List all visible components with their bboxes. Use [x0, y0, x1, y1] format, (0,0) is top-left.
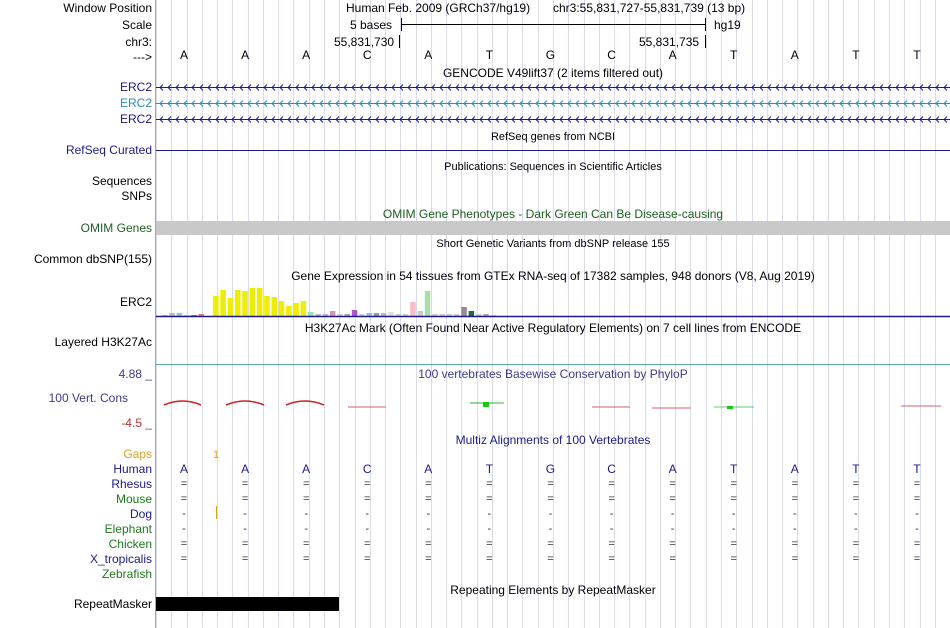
alignment-cell: =	[608, 493, 615, 505]
gencode-item-label-1[interactable]: ERC2	[119, 80, 152, 94]
alignment-cell: =	[486, 478, 493, 490]
dbsnp-track-title[interactable]: Short Genetic Variants from dbSNP release 155	[436, 238, 670, 250]
gtex-tissue-bar[interactable]	[483, 314, 489, 316]
conservation-peak	[164, 401, 201, 405]
dbsnp-track-label[interactable]: Common dbSNP(155)	[33, 252, 152, 266]
gtex-tissue-bar[interactable]	[257, 288, 263, 316]
conservation-positive-mark	[727, 406, 733, 409]
gtex-tissue-bar[interactable]	[323, 314, 329, 316]
alignment-cell: =	[852, 553, 860, 565]
gtex-tissue-bar[interactable]	[366, 313, 372, 316]
base-letter: A	[790, 48, 799, 62]
gtex-tissue-bar[interactable]	[447, 314, 453, 316]
gtex-tissue-bar[interactable]	[374, 313, 380, 316]
omim-track-title[interactable]: OMIM Gene Phenotypes - Dark Green Can Be Disease-causing	[382, 207, 724, 221]
gtex-tissue-bar[interactable]	[345, 314, 351, 316]
alignment-cell: -	[915, 508, 919, 520]
gencode-item-label-2[interactable]: ERC2	[119, 96, 152, 110]
alignment-cell: =	[364, 478, 371, 490]
alignment-cell: =	[180, 538, 188, 550]
alignment-cell: -	[304, 523, 308, 535]
alignment-cell: =	[241, 553, 249, 565]
gtex-tissue-bar[interactable]	[359, 314, 365, 316]
h3k27ac-track-label[interactable]: Layered H3K27Ac	[54, 335, 152, 349]
publications-label-sequences[interactable]: Sequences	[91, 174, 152, 188]
gtex-track-label[interactable]: ERC2	[119, 295, 152, 309]
alignment-cell: =	[241, 493, 249, 505]
alignment-cell: -	[609, 508, 614, 520]
alignment-cell: =	[547, 538, 554, 550]
gtex-tissue-bar[interactable]	[242, 291, 248, 316]
alignment-cell: T	[730, 462, 738, 476]
base-letter: A	[302, 48, 311, 62]
multiz-species-label[interactable]: Mouse	[115, 492, 152, 506]
conservation-peak	[226, 401, 264, 405]
alignment-cell: -	[426, 508, 431, 520]
window-position-label: Window Position	[63, 1, 152, 15]
alignment-cell: =	[302, 538, 310, 550]
alignment-cell: =	[608, 553, 615, 565]
gtex-tissue-bar[interactable]	[301, 301, 307, 316]
gtex-tissue-bar[interactable]	[264, 296, 270, 316]
conservation-track-title[interactable]: 100 vertebrates Basewise Conservation by PhyloP	[418, 367, 688, 381]
gtex-tissue-bar[interactable]	[169, 313, 175, 316]
base-letter: T	[852, 48, 860, 62]
conservation-positive-mark	[483, 402, 489, 407]
alignment-cell: =	[852, 478, 860, 490]
position-right-tick	[705, 35, 706, 48]
alignment-cell: -	[487, 508, 492, 520]
chrom-label: chr3:	[125, 35, 152, 49]
alignment-cell: =	[852, 493, 860, 505]
alignment-cell: =	[669, 553, 676, 565]
repeatmasker-track-title[interactable]: Repeating Elements by RepeatMasker	[450, 583, 656, 597]
alignment-cell: T	[913, 462, 921, 476]
assembly-title: Human Feb. 2009 (GRCh37/hg19)	[346, 1, 531, 15]
repeatmasker-element[interactable]	[156, 597, 339, 611]
alignment-cell: -	[792, 508, 797, 520]
alignment-cell: -	[243, 508, 247, 520]
alignment-cell: =	[730, 493, 737, 505]
alignment-cell: =	[547, 478, 554, 490]
alignment-cell: -	[609, 523, 614, 535]
gtex-tissue-bar[interactable]	[418, 311, 424, 316]
alignment-cell: =	[669, 478, 676, 490]
gaps-label[interactable]: Gaps	[123, 447, 152, 461]
alignment-cell: -	[487, 523, 492, 535]
alignment-cell: -	[854, 508, 858, 520]
gtex-tissue-bar[interactable]	[469, 311, 475, 316]
scale-bar-left-tick	[401, 18, 402, 31]
conservation-min-label: -4.5 _	[121, 416, 152, 430]
gap-marker: 1	[213, 449, 220, 461]
gtex-tissue-bar[interactable]	[286, 306, 292, 316]
alignment-cell: =	[608, 478, 615, 490]
gencode-gene-features[interactable]	[156, 80, 950, 128]
base-letter: T	[913, 48, 921, 62]
alignment-cell: =	[180, 478, 188, 490]
alignment-cell: =	[180, 493, 188, 505]
alignment-cell: -	[243, 523, 247, 535]
gencode-item-label-3[interactable]: ERC2	[119, 112, 152, 126]
gtex-tissue-bar[interactable]	[235, 290, 241, 316]
publications-track-title[interactable]: Publications: Sequences in Scientific Articles	[444, 161, 662, 173]
alignment-cell: -	[731, 523, 736, 535]
gtex-tissue-bar[interactable]	[396, 314, 402, 316]
alignment-cell: =	[302, 493, 310, 505]
dog-gap-marker	[216, 506, 217, 519]
multiz-track-title[interactable]: Multiz Alignments of 100 Vertebrates	[455, 433, 651, 447]
alignment-cell: =	[913, 493, 921, 505]
gtex-tissue-bar[interactable]	[199, 314, 205, 316]
alignment-cell: =	[486, 553, 493, 565]
gtex-tissue-bar[interactable]	[381, 313, 387, 316]
base-letter: C	[607, 48, 616, 62]
alignment-cell: A	[424, 462, 433, 476]
gtex-tissue-bar[interactable]	[272, 297, 278, 316]
alignment-cell: C	[362, 462, 372, 476]
alignment-cell: =	[486, 538, 493, 550]
refseq-gene-line[interactable]	[156, 150, 950, 151]
position-left-tick	[399, 35, 400, 48]
scale-label: Scale	[121, 18, 152, 32]
alignment-cell: -	[182, 508, 186, 520]
alignment-cell: =	[486, 493, 493, 505]
base-letter: A	[668, 48, 677, 62]
alignment-cell: =	[791, 478, 799, 490]
alignment-cell: -	[304, 508, 308, 520]
position-left: 55,831,730	[334, 35, 395, 49]
alignment-cell: -	[426, 523, 431, 535]
gtex-tissue-bar[interactable]	[293, 303, 299, 316]
gtex-tissue-bar[interactable]	[177, 313, 183, 316]
alignment-cell: -	[731, 508, 736, 520]
gtex-tissue-bar[interactable]	[279, 301, 285, 316]
gtex-tissue-bar[interactable]	[337, 314, 343, 316]
alignment-cell: =	[730, 478, 737, 490]
alignment-cell: =	[852, 538, 860, 550]
alignment-cell: =	[669, 538, 676, 550]
db-label: hg19	[714, 18, 741, 32]
repeatmasker-track-label[interactable]: RepeatMasker	[73, 597, 152, 611]
scale-bar	[401, 24, 706, 25]
conservation-peak	[286, 401, 324, 405]
base-letter: A	[241, 48, 250, 62]
alignment-cell: =	[180, 553, 188, 565]
multiz-species-label[interactable]: Elephant	[104, 522, 152, 536]
alignment-cell: =	[669, 493, 676, 505]
alignment-cell: =	[547, 493, 554, 505]
alignment-cell: A	[179, 462, 188, 476]
alignment-cell: =	[425, 493, 432, 505]
base-letter: G	[545, 48, 556, 62]
gtex-tissue-bar[interactable]	[476, 314, 482, 316]
gtex-track-title[interactable]: Gene Expression in 54 tissues from GTEx RNA-seq of 17382 samples, 948 donors (V8, Aug 2019)	[291, 269, 815, 283]
gtex-tissue-bar[interactable]	[220, 290, 226, 316]
refseq-track-label[interactable]: RefSeq Curated	[65, 143, 152, 157]
multiz-species-label[interactable]: Chicken	[108, 537, 152, 551]
omim-track-label[interactable]: OMIM Genes	[80, 221, 152, 235]
alignment-cell: -	[365, 523, 370, 535]
alignment-cell: A	[302, 462, 311, 476]
window-coords: chr3:55,831,727-55,831,739 (13 bp)	[553, 1, 746, 15]
alignment-cell: =	[547, 553, 554, 565]
alignment-cell: -	[548, 523, 553, 535]
gtex-tissue-bar[interactable]	[228, 298, 234, 316]
alignment-cell: T	[852, 462, 860, 476]
alignment-cell: =	[302, 553, 310, 565]
base-letter: A	[424, 48, 433, 62]
alignment-cell: A	[668, 462, 677, 476]
multiz-species-label[interactable]: Rhesus	[111, 477, 152, 491]
alignment-cell: =	[791, 553, 799, 565]
alignment-cell: C	[607, 462, 616, 476]
base-letter: C	[362, 48, 372, 62]
alignment-cell: =	[364, 553, 371, 565]
alignment-cell: -	[548, 508, 553, 520]
alignment-cell: =	[241, 538, 249, 550]
gtex-tissue-bar[interactable]	[454, 314, 460, 316]
alignment-cell: -	[670, 508, 675, 520]
alignment-cell: G	[545, 462, 556, 476]
base-letter: T	[730, 48, 738, 62]
conservation-max-label: 4.88 _	[118, 367, 152, 381]
alignment-cell: =	[241, 478, 249, 490]
position-right: 55,831,735	[639, 35, 700, 49]
alignment-cell: T	[485, 462, 494, 476]
gtex-tissue-bar[interactable]	[388, 312, 394, 316]
alignment-cell: -	[792, 523, 797, 535]
scale-bar-right-tick	[705, 18, 706, 31]
gtex-tissue-bar[interactable]	[213, 296, 219, 316]
alignment-cell: =	[913, 553, 921, 565]
gtex-tissue-bar[interactable]	[410, 302, 416, 316]
alignment-cell: =	[364, 493, 371, 505]
gtex-expression-chart[interactable]	[156, 284, 950, 318]
alignment-cell: =	[913, 478, 921, 490]
gtex-tissue-bar[interactable]	[439, 314, 445, 316]
alignment-cell: -	[365, 508, 370, 520]
multiz-species-label[interactable]: X_tropicalis	[89, 552, 152, 566]
alignment-cell: -	[670, 523, 675, 535]
alignment-cell: =	[791, 493, 799, 505]
gtex-tissue-bar[interactable]	[425, 291, 431, 316]
base-letter: A	[179, 48, 188, 62]
alignment-cell: =	[364, 538, 371, 550]
gtex-tissue-bar[interactable]	[461, 307, 467, 316]
refseq-track-title[interactable]: RefSeq genes from NCBI	[490, 131, 616, 143]
alignment-cell: -	[915, 523, 919, 535]
conservation-signal[interactable]	[156, 396, 950, 416]
gtex-tissue-bar[interactable]	[250, 288, 256, 316]
gtex-tissue-bar[interactable]	[403, 314, 409, 316]
omim-gene-bar[interactable]	[156, 221, 950, 235]
gencode-track-title[interactable]: GENCODE V49lift37 (2 items filtered out)	[442, 66, 664, 80]
scale-text: 5 bases	[350, 18, 393, 32]
alignment-cell: =	[608, 538, 615, 550]
alignment-cell: =	[425, 553, 432, 565]
gtex-tissue-bar[interactable]	[308, 312, 314, 316]
gtex-tissue-bar[interactable]	[432, 314, 438, 316]
alignment-cell: A	[241, 462, 250, 476]
alignment-cell: =	[913, 538, 921, 550]
base-letter: T	[485, 48, 494, 62]
h3k27ac-baseline	[156, 364, 950, 365]
alignment-cell: -	[854, 523, 858, 535]
alignment-cell: =	[425, 478, 432, 490]
strand-arrow-label: --->	[133, 50, 152, 64]
h3k27ac-track-title[interactable]: H3K27Ac Mark (Often Found Near Active Regulatory Elements) on 7 cell lines from ENCODE	[304, 321, 802, 335]
alignment-cell: -	[182, 523, 186, 535]
gtex-tissue-bar[interactable]	[330, 311, 336, 316]
gtex-tissue-bar[interactable]	[315, 314, 321, 316]
gtex-tissue-bar[interactable]	[352, 310, 358, 316]
conservation-track-label[interactable]: 100 Vert. Cons	[48, 391, 128, 405]
alignment-cell: =	[730, 538, 737, 550]
multiz-species-label[interactable]: Human	[113, 462, 152, 476]
alignment-cell: =	[791, 538, 799, 550]
alignment-cell: =	[302, 478, 310, 490]
alignment-cell: A	[790, 462, 799, 476]
alignment-cell: =	[425, 538, 432, 550]
publications-label-snps[interactable]: SNPs	[121, 189, 152, 203]
multiz-species-label[interactable]: Zebrafish	[101, 567, 152, 581]
alignment-cell: =	[730, 553, 737, 565]
multiz-species-label[interactable]: Dog	[129, 507, 152, 521]
